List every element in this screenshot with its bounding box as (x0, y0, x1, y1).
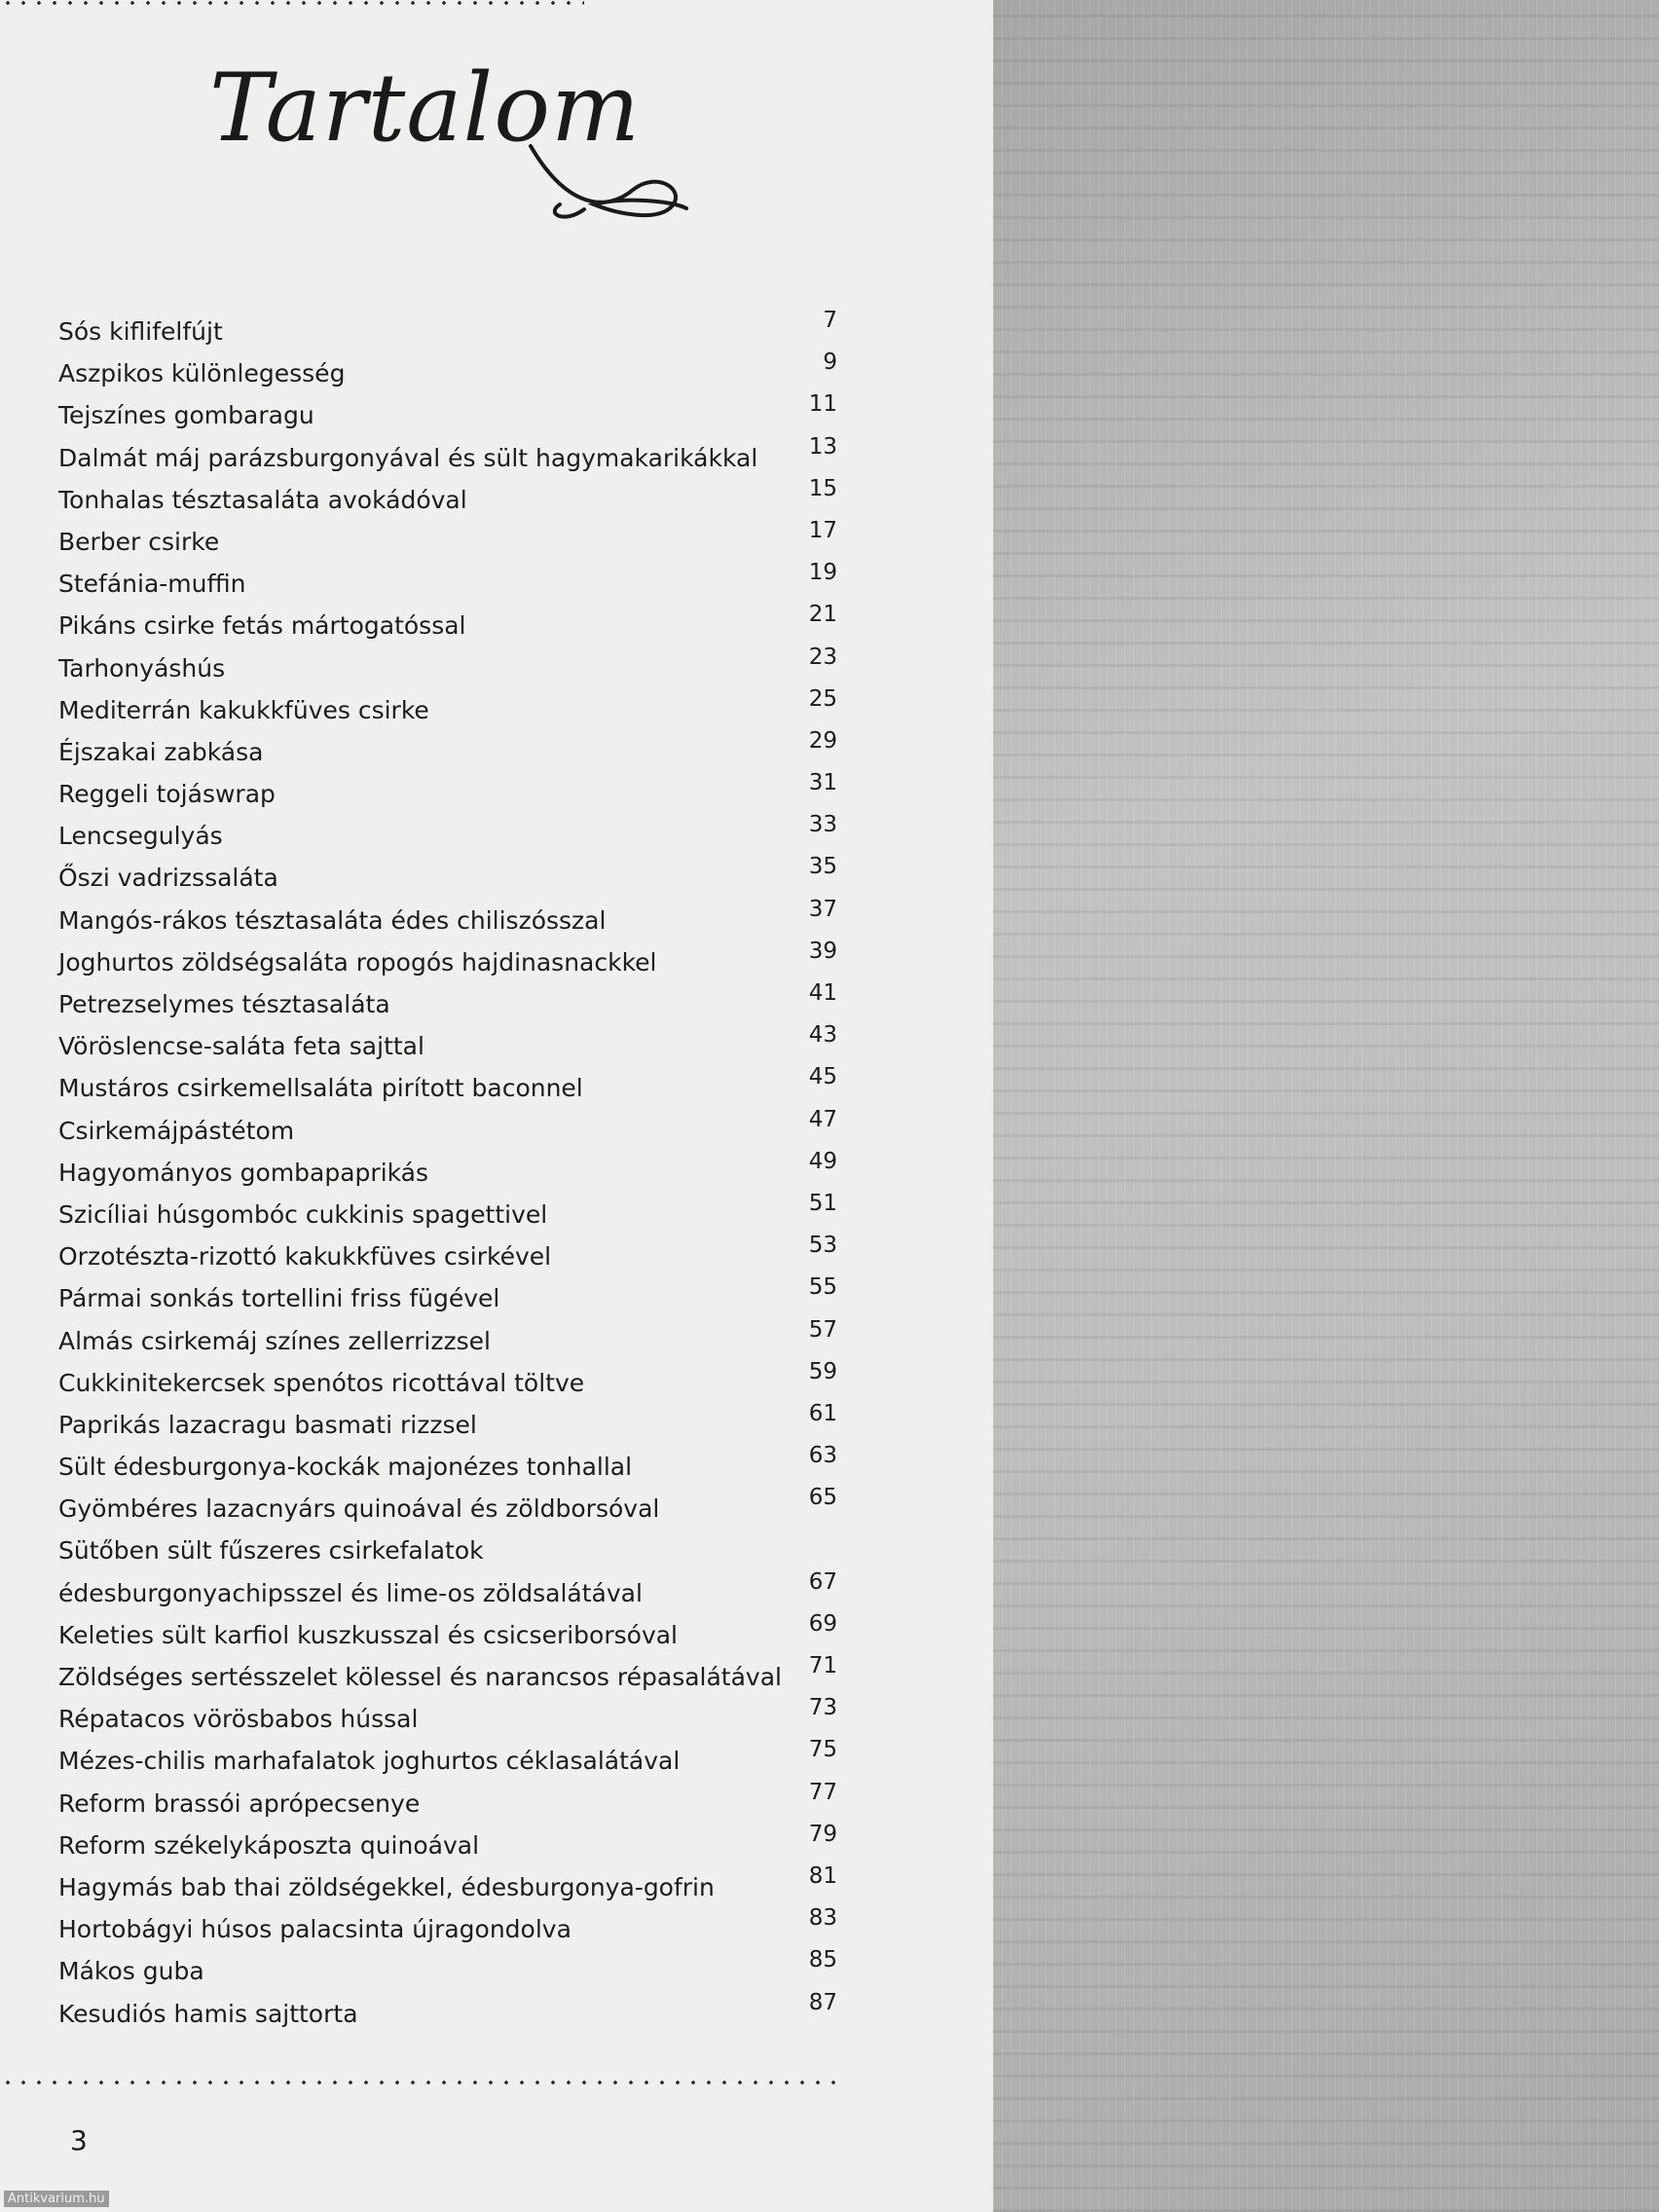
toc-entry-page: 73 (808, 1695, 837, 1721)
toc-entry-page: 19 (808, 560, 837, 586)
toc-entry-page: 71 (808, 1653, 837, 1678)
toc-entry-title: Reggeli tojáswrap (58, 780, 276, 809)
toc-entry (58, 1066, 837, 1108)
toc-entry (58, 1949, 837, 1991)
toc-entry (58, 727, 837, 772)
toc-entry-title: Mézes-chilis marhafalatok joghurtos céklasalátával (58, 1747, 681, 1776)
toc-entry-title: Vöröslencse-saláta feta sajttal (58, 1032, 424, 1061)
toc-entry (58, 1989, 837, 2034)
toc-entry-title: édesburgonyachipsszel és lime-os zöldsalátával (58, 1578, 643, 1607)
toc-entry-page: 67 (808, 1568, 837, 1595)
toc-entry-title: Sült édesburgonya-kockák majonézes tonhallal (58, 1453, 633, 1482)
toc-entry (58, 982, 837, 1024)
toc-entry (58, 1739, 837, 1781)
toc-entry-title: Hortobágyi húsos palacsinta újragondolva (58, 1915, 571, 1944)
toc-entry-title: Őszi vadrizssaláta (58, 864, 278, 893)
toc-entry-page: 41 (808, 980, 837, 1006)
toc-entry-title: Joghurtos zöldségsaláta ropogós hajdinasnackkel (58, 947, 657, 977)
toc-entry (58, 1148, 837, 1193)
toc-entry-page: 85 (808, 1947, 837, 1973)
dotted-rule-bottom (0, 2080, 837, 2085)
toc-entry-title: Aszpikos különlegesség (58, 359, 346, 388)
toc-entry-title: Stefánia-muffin (58, 570, 246, 599)
toc-entry-page: 55 (808, 1274, 837, 1301)
toc-entry-title: Orzotészta-rizottó kakukkfüves csirkével (58, 1242, 552, 1272)
toc-entry (58, 856, 837, 898)
toc-entry-title: Sós kiflifelfújt (58, 317, 223, 346)
toc-entry (58, 1779, 837, 1824)
toc-entry-page: 53 (808, 1233, 837, 1259)
toc-entry (58, 1316, 837, 1361)
wood-background (993, 0, 1659, 2212)
toc-entry-title: Cukkinitekercsek spenótos ricottával töltve (58, 1368, 585, 1397)
toc-entry-title: Reform székelykáposzta quinoával (58, 1830, 480, 1860)
toc-entry (58, 1862, 837, 1907)
toc-entry-page: 79 (808, 1821, 837, 1847)
toc-entry (58, 1276, 837, 1318)
toc-entry-title: Tonhalas tésztasaláta avokádóval (58, 485, 467, 514)
toc-entry-title: Hagyományos gombapaprikás (58, 1158, 429, 1187)
toc-entry-title: Mustáros csirkemellsaláta pirított baconnel (58, 1074, 583, 1103)
toc-entry-title: Mangós-rákos tésztasaláta édes chiliszósszal (58, 905, 607, 935)
toc-entry (58, 475, 837, 520)
toc-entry-page: 75 (808, 1737, 837, 1763)
toc-entry (58, 1445, 837, 1487)
toc-entry (58, 814, 837, 856)
toc-entry-title: Zöldséges sertésszelet kölessel és narancsos répasalátával (58, 1663, 782, 1691)
toc-entry (58, 1529, 837, 1570)
page-title: Tartalom (209, 54, 642, 163)
toc-entry-page: 13 (808, 433, 837, 460)
toc-entry-page: 39 (808, 938, 837, 964)
toc-entry-title: Reform brassói aprópecsenye (58, 1788, 421, 1818)
toc-entry (58, 1821, 837, 1865)
toc-entry-title: Pármai sonkás tortellini friss fügével (58, 1284, 500, 1313)
toc-entry-page: 7 (823, 308, 837, 333)
toc-entry (58, 310, 837, 351)
toc-entry-page: 77 (808, 1779, 837, 1805)
toc-entry (58, 433, 837, 478)
toc-entry (58, 896, 837, 940)
toc-entry-page: 9 (823, 350, 837, 376)
toc-entry-page: 83 (808, 1905, 837, 1932)
toc-entry-title: Hagymás bab thai zöldségekkel, édesburgonya-gofrin (58, 1872, 715, 1901)
toc-entry-page: 21 (808, 602, 837, 628)
toc-entry-page: 15 (808, 475, 837, 501)
toc-entry-page: 25 (808, 685, 837, 712)
toc-entry-title: Berber csirke (58, 527, 220, 556)
toc-entry-page: 23 (808, 644, 837, 670)
toc-entry-title: Sütőben sült fűszeres csirkefalatok (58, 1536, 484, 1566)
toc-entry (58, 1235, 837, 1276)
toc-entry-page: 63 (808, 1443, 837, 1469)
toc-entry (58, 1358, 837, 1403)
dotted-rule-top (0, 0, 584, 6)
toc-entry-title: Pikáns csirke fetás mártogatóssal (58, 611, 466, 641)
toc-entry-title: Gyömbéres lazacnyárs quinoával és zöldborsóval (58, 1494, 660, 1524)
toc-entry (58, 1024, 837, 1066)
toc-entry-title: Mediterrán kakukkfüves csirke (58, 695, 429, 724)
toc-entry (58, 772, 837, 814)
toc-entry-page: 57 (808, 1316, 837, 1343)
table-of-contents (58, 310, 837, 2034)
toc-entry-title: Mákos guba (58, 1957, 204, 1986)
toc-entry (58, 517, 837, 562)
toc-entry-title: Paprikás lazacragu basmati rizzsel (58, 1410, 477, 1439)
toc-entry (58, 1106, 837, 1151)
toc-entry-page: 17 (808, 517, 837, 543)
toc-entry-title: Tejszínes gombaragu (58, 401, 314, 430)
toc-entry-page: 31 (808, 770, 837, 796)
toc-entry (58, 1697, 837, 1739)
toc-entry (58, 562, 837, 604)
toc-entry-title: Almás csirkemáj színes zellerrizzsel (58, 1326, 491, 1355)
toc-entry-title: Tarhonyáshús (58, 653, 226, 682)
toc-entry-page: 59 (808, 1358, 837, 1384)
toc-entry-page: 33 (808, 812, 837, 838)
toc-entry-page: 87 (808, 1989, 837, 2015)
page-number: 3 (70, 2124, 88, 2157)
toc-entry-page: 43 (808, 1022, 837, 1049)
toc-entry-page: 35 (808, 854, 837, 880)
toc-entry-page: 45 (808, 1064, 837, 1090)
toc-entry (58, 1190, 837, 1235)
toc-entry (58, 604, 837, 645)
toc-entry-title: Dalmát máj parázsburgonyával és sült hagymakarikákkal (58, 443, 758, 472)
toc-entry-page: 51 (808, 1190, 837, 1216)
watermark-credit: Antikvarium.hu (4, 2191, 109, 2207)
toc-entry (58, 351, 837, 393)
toc-entry (58, 1487, 837, 1529)
toc-entry-title: Kesudiós hamis sajttorta (58, 1999, 358, 2028)
toc-entry-title: Répatacos vörösbabos hússal (58, 1705, 419, 1734)
toc-entry (58, 1400, 837, 1445)
toc-entry-page: 11 (808, 391, 837, 418)
toc-entry-title: Csirkemájpástétom (58, 1116, 295, 1145)
toc-entry (58, 1568, 837, 1613)
toc-entry-page: 61 (808, 1400, 837, 1426)
toc-entry-page: 65 (808, 1485, 837, 1511)
toc-entry-page: 29 (808, 727, 837, 754)
toc-entry-title: Szicíliai húsgombóc cukkinis spagettivel (58, 1199, 548, 1229)
toc-entry (58, 646, 837, 688)
toc-entry-page: 49 (808, 1148, 837, 1174)
toc-entry-title: Lencsegulyás (58, 822, 223, 851)
toc-entry-title: Éjszakai zabkása (58, 737, 264, 766)
toc-entry-page: 47 (808, 1106, 837, 1132)
flourish-ornament-icon (526, 136, 691, 229)
toc-entry (58, 685, 837, 730)
toc-entry-title: Keleties sült karfiol kuszkusszal és csicseriborsóval (58, 1620, 678, 1649)
toc-entry-page: 37 (808, 896, 837, 922)
toc-entry (58, 1907, 837, 1949)
toc-entry (58, 940, 837, 982)
toc-entry (58, 1655, 837, 1697)
toc-entry-title: Petrezselymes tésztasaláta (58, 990, 390, 1018)
toc-entry-page: 81 (808, 1862, 837, 1889)
toc-entry (58, 1610, 837, 1655)
toc-entry-page: 69 (808, 1610, 837, 1637)
toc-entry (58, 393, 837, 435)
